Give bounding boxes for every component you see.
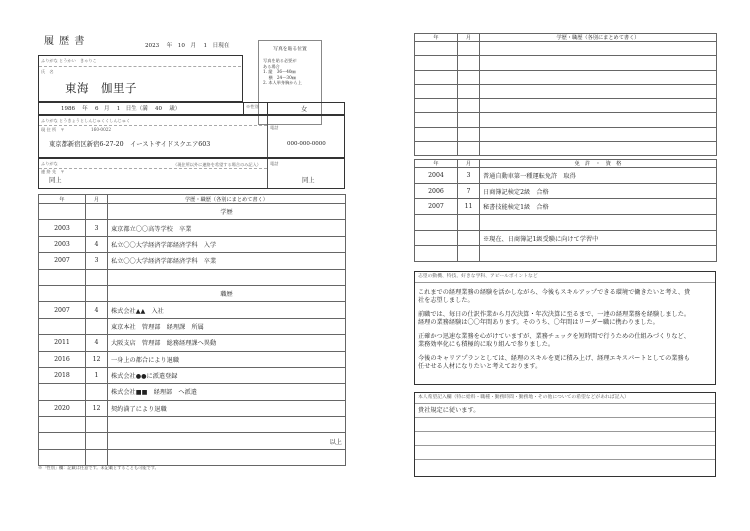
contact-value: 同上 [49,177,62,184]
history-row [39,236,346,252]
history2-year [415,70,458,84]
licenses-table [414,159,717,262]
history2-content [480,84,717,98]
photo-area-title: 写真を貼る位置 [273,47,307,52]
license-month [458,230,480,246]
license-row [415,215,717,231]
history2-header-year: 年 [415,34,458,42]
history-content [108,449,346,465]
history-row [39,417,346,433]
footnote: ※「性別」欄：記載は任意です。未記載とすることも可能です。 [38,465,159,470]
history-month: 3 [86,220,108,236]
licenses-header-year: 年 [415,160,458,168]
motivation-label: 志望の動機、特技、好きな学科、アピールポイントなど [418,274,538,279]
wishes-value: 貴社規定に従います。 [418,407,480,414]
history-month: 4 [86,335,108,351]
history-content: 私立〇〇大学経済学部経済学科 入学 [108,236,346,252]
history-month [86,433,108,449]
history-content: 以上 [108,433,346,449]
history2-row [415,56,717,70]
license-content: 普通自動車第一種運転免許 取得 [480,168,717,184]
history-month [86,285,108,301]
history-year: 2016 [39,351,86,367]
history-content: 東京本社 管理部 経理課 所属 [108,318,346,334]
wishes-label: 本人希望記入欄（特に給料・職種・勤務時間・勤務地・その他についての希望などがあれば記入） [418,395,629,400]
license-month [458,246,480,262]
license-content: ※現在、日商簿記1級受験に向けて学習中 [480,230,717,246]
history2-month [458,42,480,56]
history-year [39,449,86,465]
license-month: 11 [458,199,480,215]
name-furigana: とうかい きゃりこ [59,58,97,63]
history-month: 12 [86,351,108,367]
history-year: 2007 [39,253,86,269]
history-content: 株式会社●●に派遣登録 [108,367,346,383]
name-label: 氏 名 [41,69,54,74]
birth-date: 1986 年 6 月 1 日生（満 40 歳） [61,105,181,112]
motivation-line: 業務効率化にも積極的に取り組んで参りました。 [418,341,555,348]
name-furigana-label: ふりがな [41,58,58,63]
motivation-line: これまでの経理業務の経験を活かしながら、今後もスキルアップできる環境で働きたいと考え、貴 [418,289,691,296]
contact-section [38,158,345,189]
history-year [39,285,86,301]
sex-section [243,102,345,115]
history-row [39,253,346,269]
history2-row [415,113,717,127]
history-row [39,318,346,334]
history-content: 株式会社▲▲ 入社 [108,302,346,318]
license-year [415,246,458,262]
license-year: 2006 [415,183,458,199]
history-row [39,269,346,285]
license-content [480,215,717,231]
history-month: 1 [86,367,108,383]
history-content [108,269,346,285]
license-month [458,215,480,231]
name-value: 東海 伽里子 [65,81,137,95]
address-value: 東京都新宿区新宿6-27-20 イーストサイドスクエア603 [49,141,211,148]
history2-content [480,42,717,56]
history-year [39,318,86,334]
history2-month [458,113,480,127]
history2-content [480,56,717,70]
history2-row [415,127,717,141]
wishes-section [414,392,716,477]
address-zip: 160-0022 [91,127,112,132]
history-content: 株式会社■■ 経理部 へ派遣 [108,384,346,400]
history-row [39,433,346,449]
address-tel-label: 電話 [270,125,279,130]
history-content: 東京都立〇〇高等学校 卒業 [108,220,346,236]
history-content: 大阪支店 管理部 総務経理課へ異動 [108,335,346,351]
contact-tel: 同上 [302,177,315,184]
document-date: 2023 年 10 月 1 日現在 [145,43,230,49]
license-year [415,215,458,231]
history-continued-table [414,33,717,156]
history-row [39,384,346,400]
motivation-line: 今後のキャリアプランとしては、経理のスキルを更に積み上げ、経理エキスパートとしての業務も [418,355,690,362]
license-content: 日商簿記検定2級 合格 [480,183,717,199]
history-year [39,269,86,285]
history-month [86,318,108,334]
history-row [39,351,346,367]
history2-row [415,84,717,98]
document-title: 履 歴 書 [44,36,86,47]
license-row [415,230,717,246]
license-content: 秘書技能検定1級 合格 [480,199,717,215]
history2-content [480,142,717,156]
license-row [415,168,717,184]
license-year: 2007 [415,199,458,215]
address-section [38,115,345,158]
address-tel: 000-000-0000 [287,141,326,147]
history-year: 2020 [39,400,86,416]
license-month: 3 [458,168,480,184]
history-row [39,220,346,236]
motivation-line: 任せせる人材になりたいと考えております。 [418,363,542,370]
history-content: 職歴 [108,285,346,301]
motivation-line: 社を志望しました。 [418,297,474,304]
history2-year [415,113,458,127]
licenses-header-content: 免 許 ・ 資 格 [480,160,717,168]
photo-area-instructions: 写真を貼る必要が ある場合 1. 縦 36〜40㎜ 横 24〜30㎜ 2. 本人単身胸から上 [263,58,302,86]
history-row [39,285,346,301]
history-month [86,269,108,285]
history2-month [458,70,480,84]
history2-content [480,113,717,127]
license-month: 7 [458,183,480,199]
history2-month [458,56,480,70]
history2-year [415,127,458,141]
motivation-line: 前職では、毎日の仕訳作業から月次決算・年次決算に至るまで、一連の経理業務を経験しました。 [418,311,691,318]
history-table [38,194,346,466]
contact-label: 連 絡 先 〒 [41,169,65,174]
history-content: 契約満了により退職 [108,400,346,416]
motivation-line: 経理の業務経験は〇〇年間あります。そのうち、〇年間はリーダー職に携わりました。 [418,319,659,326]
contact-tel-label: 電話 [270,161,279,166]
history2-year [415,142,458,156]
history-year [39,433,86,449]
address-furigana-label: ふりがな [41,118,58,123]
address-label: 現 住 所 〒 [41,127,65,132]
licenses-header-month: 月 [458,160,480,168]
history-month: 4 [86,236,108,252]
history-month [86,449,108,465]
license-row [415,199,717,215]
history2-month [458,142,480,156]
history2-row [415,70,717,84]
history-month [86,417,108,433]
history-year: 2003 [39,220,86,236]
history-year [39,204,86,220]
history-month: 12 [86,400,108,416]
history-year: 2007 [39,302,86,318]
history2-month [458,84,480,98]
history-row [39,449,346,465]
history-content: 学歴 [108,204,346,220]
history2-year [415,42,458,56]
history-row [39,367,346,383]
history-content [108,417,346,433]
contact-note: （現住所以外に連絡を希望する場合のみ記入） [173,162,261,167]
history-year [39,384,86,400]
license-row [415,183,717,199]
contact-furigana-label: ふりがな [41,161,58,166]
history2-year [415,84,458,98]
sex-value: 女 [301,105,308,113]
history2-year [415,99,458,113]
history-month [86,384,108,400]
history-header-month: 月 [86,195,108,204]
history-month: 3 [86,253,108,269]
license-content [480,246,717,262]
history-content: 私立〇〇大学経済学部経済学科 卒業 [108,253,346,269]
history-header-year: 年 [39,195,86,204]
license-year: 2004 [415,168,458,184]
history-year: 2011 [39,335,86,351]
history2-header-content: 学歴・職歴（各別にまとめて書く） [480,34,717,42]
history-row [39,302,346,318]
license-year [415,230,458,246]
license-row [415,246,717,262]
history-year: 2003 [39,236,86,252]
history-month [86,204,108,220]
history2-row [415,42,717,56]
history-row [39,204,346,220]
history-row [39,400,346,416]
history-year: 2018 [39,367,86,383]
motivation-line: 正確かつ迅速な業務を心がけていますが、業務チェックを短時間で行うための仕組みづくりなど、 [418,333,690,340]
history2-month [458,99,480,113]
motivation-section [414,271,716,385]
birth-section [38,102,268,115]
history2-row [415,99,717,113]
address-furigana: とうきょうとしんじゅくくしんじゅく [59,118,131,123]
history-year [39,417,86,433]
history2-content [480,70,717,84]
history2-row [415,142,717,156]
history-content: 一身上の都合により退職 [108,351,346,367]
name-section [38,55,243,102]
history-month: 4 [86,302,108,318]
history2-header-month: 月 [458,34,480,42]
history2-year [415,56,458,70]
history-row [39,335,346,351]
history2-content [480,99,717,113]
sex-label: ※性別 [246,104,259,109]
history2-content [480,127,717,141]
history-header-content: 学歴・職歴（各別にまとめて書く） [108,195,346,204]
history2-month [458,127,480,141]
